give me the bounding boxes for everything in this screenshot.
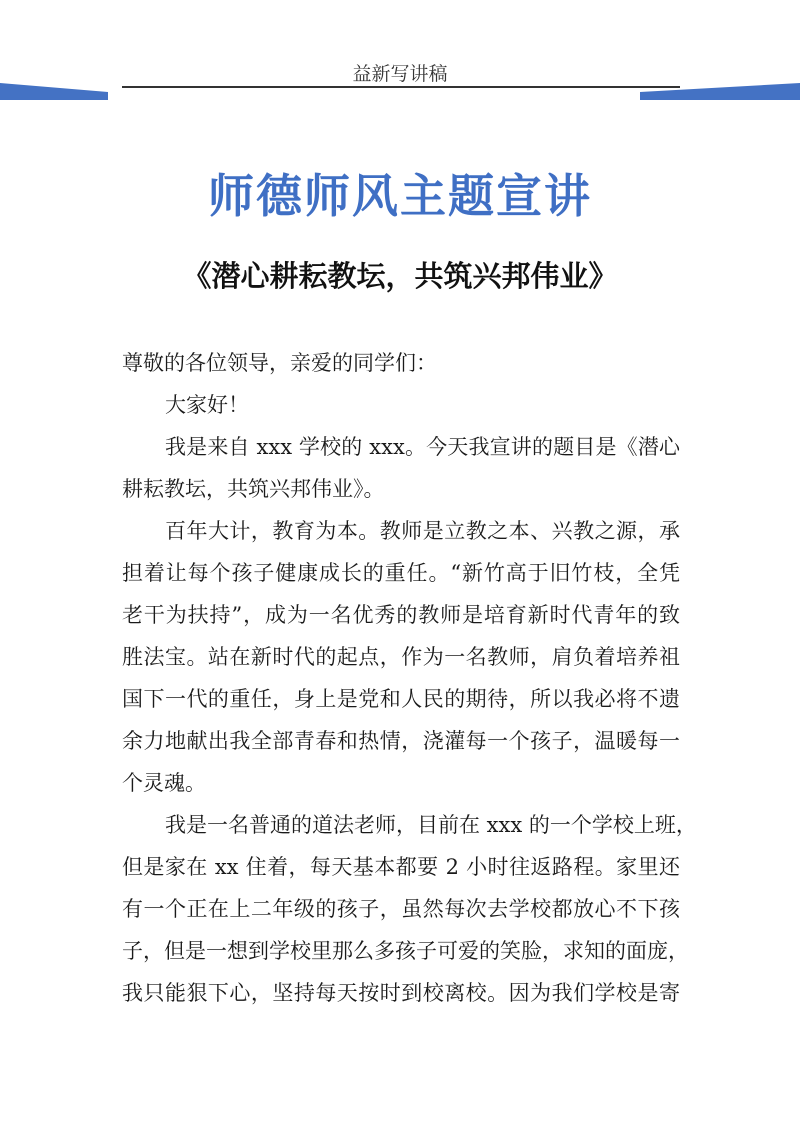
body-line: 我是来自 xxx 学校的 xxx。今天我宣讲的题目是《潜心 — [165, 435, 680, 459]
document-subtitle: 《潜心耕耘教坛，共筑兴邦伟业》 — [182, 259, 618, 293]
body-line: 但是家在 xx 住着，每天基本都要 2 小时往返路程。家里还 — [122, 855, 680, 879]
body-line: 尊敬的各位领导，亲爱的同学们： — [122, 351, 437, 375]
body-line: 大家好！ — [165, 393, 249, 417]
body-line: 子，但是一想到学校里那么多孩子可爱的笑脸，求知的面庞， — [122, 939, 689, 963]
document-title: 师德师风主题宣讲 — [208, 169, 592, 223]
header-left-accent-bar — [0, 83, 110, 103]
body-line: 国下一代的重任，身上是党和人民的期待，所以我必将不遗 — [122, 687, 680, 711]
body-line: 个灵魂。 — [122, 771, 206, 795]
body-line: 胜法宝。站在新时代的起点，作为一名教师，肩负着培养祖 — [122, 645, 680, 669]
body-line: 余力地献出我全部青春和热情，浇灌每一个孩子，温暖每一 — [122, 729, 680, 753]
body-line: 我是一名普通的道法老师，目前在 xxx 的一个学校上班， — [165, 813, 697, 837]
body-line: 担着让每个孩子健康成长的重任。“新竹高于旧竹枝，全凭 — [122, 561, 680, 585]
header-divider — [122, 86, 680, 88]
body-line: 老干为扶持”，成为一名优秀的教师是培育新时代青年的致 — [122, 603, 680, 627]
body-line: 耕耘教坛，共筑兴邦伟业》。 — [122, 477, 385, 501]
body-line: 有一个正在上二年级的孩子，虽然每次去学校都放心不下孩 — [122, 897, 680, 921]
body-line: 百年大计，教育为本。教师是立教之本、兴教之源，承 — [165, 519, 680, 543]
body-line: 我只能狠下心，坚持每天按时到校离校。因为我们学校是寄 — [122, 981, 680, 1005]
header-text: 益新写讲稿 — [352, 63, 448, 85]
